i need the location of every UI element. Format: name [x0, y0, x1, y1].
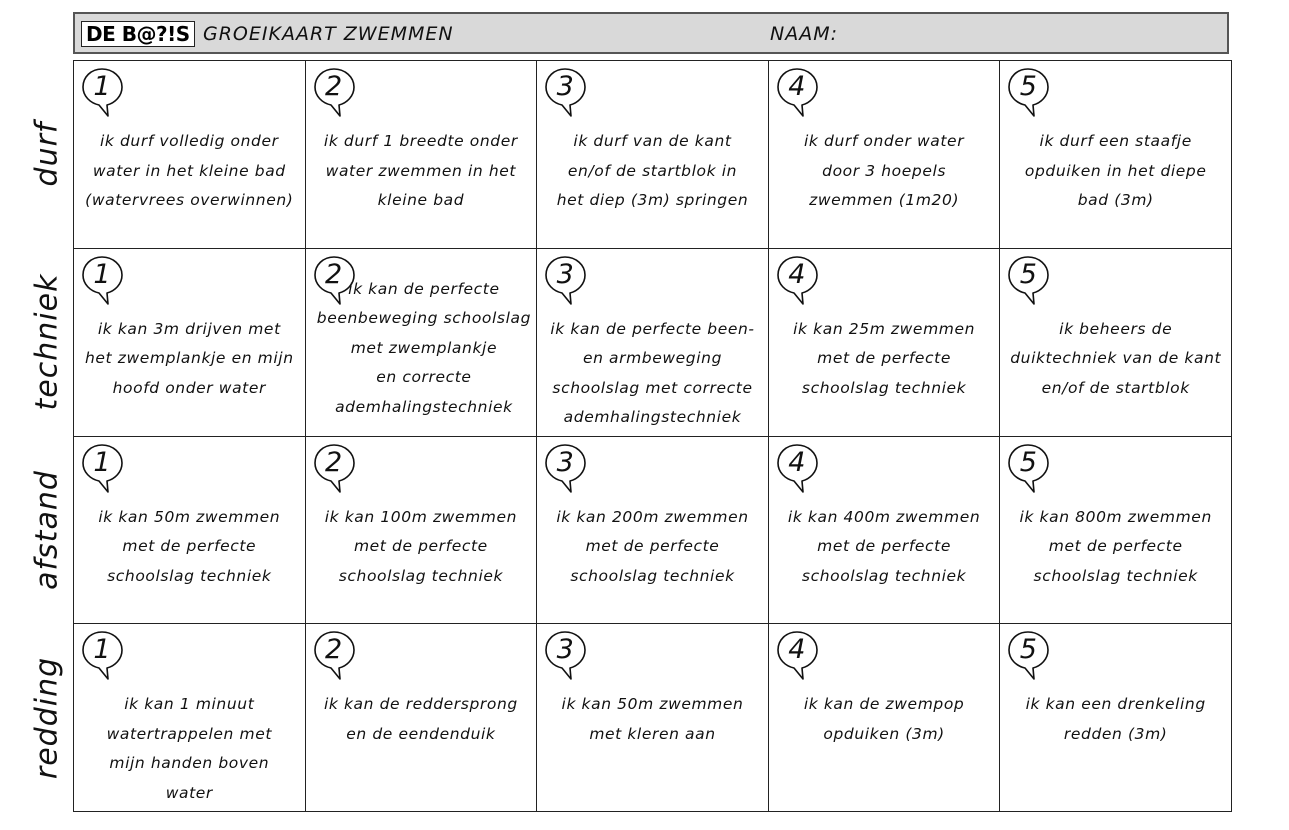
step-number: 3 [556, 258, 574, 290]
goal-cell-durf-3 [537, 61, 769, 249]
goal-cell-durf-5 [1000, 61, 1232, 249]
goal-cell-techniek-4 [769, 249, 1001, 437]
goal-text: ik kan een drenkeling redden (3m) [1025, 695, 1206, 743]
step-number: 4 [788, 634, 806, 666]
goal-cell-durf-2 [306, 61, 538, 249]
step-bubble [312, 67, 358, 119]
step-number: 2 [325, 634, 343, 666]
goal-cell-techniek-5 [1000, 249, 1232, 437]
goal-text: ik kan de zwempop opduiken (3m) [803, 695, 965, 743]
step-number: 5 [1019, 258, 1037, 290]
step-bubble [80, 630, 126, 682]
step-number: 2 [325, 71, 343, 102]
goal-cell-durf-1 [74, 61, 306, 249]
goal-text: ik kan 800m zwemmen met de perfecte schoolslag techniek [1019, 507, 1212, 585]
step-number: 4 [788, 71, 806, 102]
goal-text: ik kan de perfecte beenbeweging schoolslag met zwemplankje en correcte ademhalingstechniek [316, 279, 532, 416]
goal-cell-redding-5 [1000, 624, 1232, 812]
goal-text: ik kan 200m zwemmen met de perfecte schoolslag techniek [556, 507, 749, 585]
goal-text: ik beheers de duiktechniek van de kant en/of de startblok [1010, 319, 1222, 397]
goal-text: ik durf volledig onder water in het kleine bad (watervrees overwinnen) [85, 132, 294, 209]
step-bubble [543, 255, 589, 307]
header-bar [73, 12, 1229, 54]
goal-text: ik kan 25m zwemmen met de perfecte schoolslag techniek [793, 319, 976, 397]
step-bubble [775, 67, 821, 119]
step-bubble [775, 255, 821, 307]
step-number: 4 [788, 446, 806, 478]
goal-text: ik kan de perfecte been- en armbeweging schoolslag met correcte ademhalingstechniek [550, 319, 755, 427]
goal-cell-techniek-2 [306, 249, 538, 437]
goal-cell-afstand-5 [1000, 437, 1232, 625]
step-bubble [543, 443, 589, 495]
goal-text: ik kan de reddersprong en de eendenduik [323, 695, 518, 743]
page-title: GROEIKAART ZWEMMEN [203, 23, 454, 45]
step-number: 5 [1019, 446, 1037, 478]
step-number: 4 [788, 258, 806, 290]
growth-chart-grid [73, 60, 1232, 812]
goal-cell-redding-4 [769, 624, 1001, 812]
step-bubble [1006, 630, 1052, 682]
goal-cell-durf-4 [769, 61, 1001, 249]
goal-cell-afstand-4 [769, 437, 1001, 625]
goal-cell-afstand-3 [537, 437, 769, 625]
step-number: 3 [556, 634, 574, 666]
step-number: 2 [325, 258, 343, 290]
goal-text: ik kan 100m zwemmen met de perfecte schoolslag techniek [324, 507, 518, 585]
step-bubble [312, 630, 358, 682]
step-bubble [775, 443, 821, 495]
step-number: 1 [93, 446, 111, 478]
goal-text: ik kan 50m zwemmen met kleren aan [561, 695, 744, 743]
step-bubble [543, 630, 589, 682]
step-number: 3 [556, 71, 574, 102]
goal-cell-redding-1 [74, 624, 306, 812]
row-label-redding: redding [29, 656, 65, 780]
row-label-durf: durf [29, 121, 65, 187]
step-bubble [1006, 255, 1052, 307]
step-number: 1 [93, 634, 111, 666]
step-bubble [775, 630, 821, 682]
goal-text: ik kan 1 minuut watertrappelen met mijn handen boven water [106, 695, 273, 802]
goal-text: ik durf 1 breedte onder water zwemmen in het kleine bad [323, 132, 518, 209]
goal-text: ik kan 400m zwemmen met de perfecte schoolslag techniek [787, 507, 981, 585]
step-number: 5 [1019, 634, 1037, 666]
step-number: 2 [325, 446, 343, 478]
step-number: 3 [556, 446, 574, 478]
goal-cell-redding-2 [306, 624, 538, 812]
row-label-afstand: afstand [29, 470, 65, 590]
goal-cell-redding-3 [537, 624, 769, 812]
row-label-techniek: techniek [29, 273, 65, 411]
goal-text: ik kan 3m drijven met het zwemplankje en mijn hoofd onder water [84, 319, 294, 397]
step-bubble [80, 443, 126, 495]
step-bubble [312, 443, 358, 495]
goal-cell-techniek-1 [74, 249, 306, 437]
step-bubble [80, 67, 126, 119]
step-bubble [80, 255, 126, 307]
goal-text: ik durf een staafje opduiken in het diepe bad (3m) [1024, 132, 1207, 209]
step-number: 1 [93, 71, 111, 102]
step-bubble [543, 67, 589, 119]
goal-text: ik kan 50m zwemmen met de perfecte schoolslag techniek [98, 507, 281, 585]
goal-cell-techniek-3 [537, 249, 769, 437]
step-bubble [1006, 443, 1052, 495]
goal-text: ik durf onder water door 3 hoepels zwemmen (1m20) [804, 132, 965, 209]
name-label: NAAM: [770, 23, 839, 45]
goal-cell-afstand-2 [306, 437, 538, 625]
step-number: 5 [1019, 71, 1037, 102]
logo: DE B@?!S [81, 21, 195, 47]
step-number: 1 [93, 258, 111, 290]
goal-cell-afstand-1 [74, 437, 306, 625]
goal-text: ik durf van de kant en/of de startblok in het diep (3m) springen [556, 132, 749, 209]
step-bubble [1006, 67, 1052, 119]
